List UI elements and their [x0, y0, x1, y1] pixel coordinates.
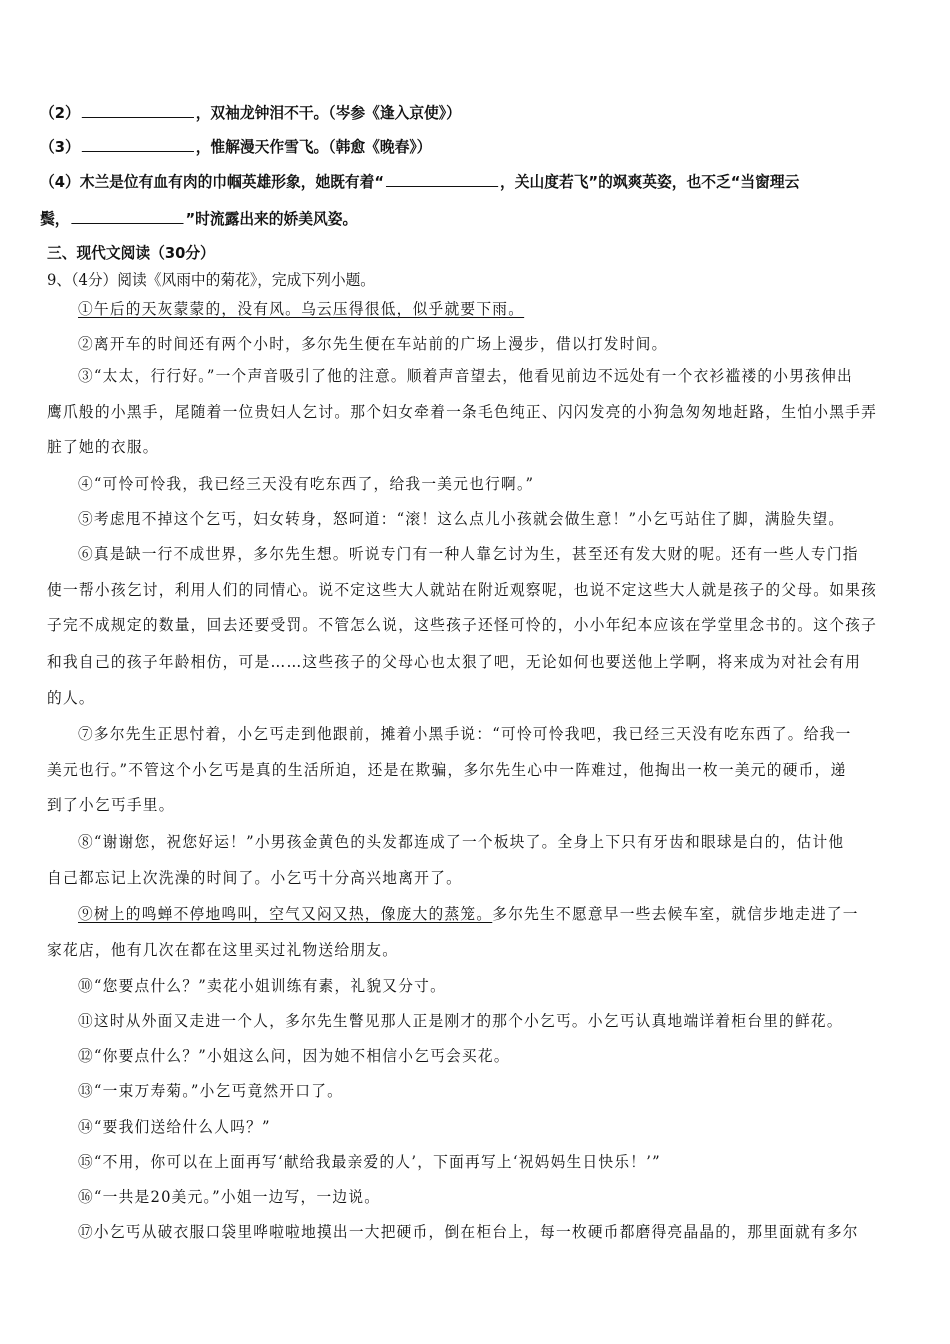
paragraph-14: ⑭“要我们送给什么人吗？” — [78, 1118, 271, 1136]
paragraph-6-line-5: 的人。 — [47, 689, 95, 707]
paragraph-13: ⑬“一束万寿菊。”小乞丐竟然开口了。 — [78, 1082, 344, 1100]
paragraph-17: ⑰小乞丐从破衣服口袋里哗啦啦地摸出一大把硬币，倒在柜台上，每一枚硬币都磨得亮晶晶的，那里面就有多尔 — [78, 1223, 859, 1241]
paragraph-6-line-1: ⑥真是缺一行不成世界，多尔先生想。听说专门有一种人靠乞讨为生，甚至还有发大财的呢。还有一些人专门指 — [78, 545, 859, 563]
paragraph-8-line-2: 自己都忘记上次洗澡的时间了。小乞丐十分高兴地离开了。 — [47, 869, 463, 887]
q4-text-c: 鬓， — [40, 210, 70, 228]
q2-text: ，双袖龙钟泪不干。（岑参《逢入京使》） — [195, 104, 461, 122]
paragraph-12: ⑫“你要点什么？”小姐这么问，因为她不相信小乞丐会买花。 — [78, 1047, 510, 1065]
poem-q4-line2 — [40, 209, 905, 229]
paragraph-9-line-2: 家花店，他有几次在都在这里买过礼物送给朋友。 — [47, 941, 399, 959]
q4-text-d: ”时流露出来的娇美风姿。 — [185, 210, 358, 228]
paragraph-3-line-2: 鹰爪般的小黑手，尾随着一位贵妇人乞讨。那个妇女牵着一条毛色纯正、闪闪发亮的小狗急匆匆地赶路，生怕小黑手弄 — [47, 403, 878, 421]
paragraph-10: ⑩“您要点什么？”卖花小姐训练有素，礼貌又分寸。 — [78, 977, 447, 995]
paragraph-15: ⑮“不用，你可以在上面再写‘献给我最亲爱的人’，下面再写上‘祝妈妈生日快乐！’” — [78, 1153, 661, 1171]
underlined-sentence: ⑨树上的鸣蝉不停地鸣叫，空气又闷又热，像庞大的蒸笼。 — [78, 905, 493, 923]
q2-number: （2） — [40, 104, 80, 122]
q3-answer-blank[interactable] — [82, 137, 194, 152]
paragraph-7-line-3: 到了小乞丐手里。 — [47, 796, 175, 814]
paragraph-6-line-4: 和我自己的孩子年龄相仿，可是……这些孩子的父母心也太狠了吧，无论如何也要送他上学啊，将来成为对社会有用 — [47, 653, 862, 671]
poem-q2 — [40, 103, 905, 123]
paragraph-5: ⑤考虑甩不掉这个乞丐，妇女转身，怒呵道：“滚！这么点儿小孩就会做生意！”小乞丐站住了脚，满脸失望。 — [78, 510, 845, 528]
paragraph-3-line-3: 脏了她的衣服。 — [47, 438, 159, 456]
paragraph-4: ④“可怜可怜我，我已经三天没有吃东西了，给我一美元也行啊。” — [78, 475, 535, 493]
paragraph-2: ②离开车的时间还有两个小时，多尔先生便在车站前的广场上漫步，借以打发时间。 — [78, 335, 668, 353]
underlined-sentence: ①午后的天灰蒙蒙的，没有风。乌云压得很低，似乎就要下雨。 — [78, 300, 525, 318]
poem-q3 — [40, 137, 905, 157]
q4-text-a: （4）木兰是位有血有肉的巾帼英雄形象，她既有着“ — [40, 173, 385, 191]
poem-q4-line1 — [40, 172, 905, 192]
question-intro: 9、（4分）阅读《风雨中的菊花》，完成下列小题。 — [47, 271, 376, 289]
paragraph-9-rest: 多尔先生不愿意早一些去候车室，就信步地走进了一 — [492, 905, 859, 923]
paragraph-7-line-2: 美元也行。”不管这个小乞丐是真的生活所迫，还是在欺骗，多尔先生心中一阵难过，他掏出一枚一美元的硬币，递 — [47, 761, 847, 779]
paragraph-3-line-1: ③“太太，行行好。”一个声音吸引了他的注意。顺着声音望去，他看见前边不远处有一个衣衫褴褛的小男孩伸出 — [78, 367, 853, 385]
paragraph-7-line-1: ⑦多尔先生正思忖着，小乞丐走到他跟前，摊着小黑手说：“可怜可怜我吧，我已经三天没有吃东西了。给我一 — [78, 725, 852, 743]
paragraph-1 — [78, 299, 905, 319]
q2-answer-blank[interactable] — [82, 103, 194, 118]
paragraph-9-line-1 — [78, 904, 905, 924]
q3-text: ，惟解漫天作雪飞。（韩愈《晚春》） — [195, 138, 432, 156]
paragraph-11: ⑪这时从外面又走进一个人，多尔先生瞥见那人正是刚才的那个小乞丐。小乞丐认真地端详着柜台里的鲜花。 — [78, 1012, 843, 1030]
q4-answer-blank-2[interactable] — [71, 209, 183, 224]
q4-text-b: ，关山度若飞”的飒爽英姿，也不乏“当窗理云 — [500, 173, 800, 191]
paragraph-16: ⑯“一共是20美元。”小姐一边写，一边说。 — [78, 1188, 381, 1206]
section-title: 三、现代文阅读（30分） — [47, 244, 215, 262]
paragraph-6-line-3: 子完不成规定的数量，回去还要受罚。不管怎么说，这些孩子还怪可怜的，小小年纪本应该在学堂里念书的。这个孩子 — [47, 616, 878, 634]
paragraph-6-line-2: 使一帮小孩乞讨，利用人们的同情心。说不定这些大人就站在附近观察呢，也说不定这些大人就是孩子的父母。如果孩 — [47, 581, 878, 599]
q3-number: （3） — [40, 138, 80, 156]
q4-answer-blank-1[interactable] — [386, 172, 498, 187]
paragraph-8-line-1: ⑧“谢谢您，祝您好运！”小男孩金黄色的头发都连成了一个板块了。全身上下只有牙齿和眼球是白的，估计他 — [78, 833, 845, 851]
